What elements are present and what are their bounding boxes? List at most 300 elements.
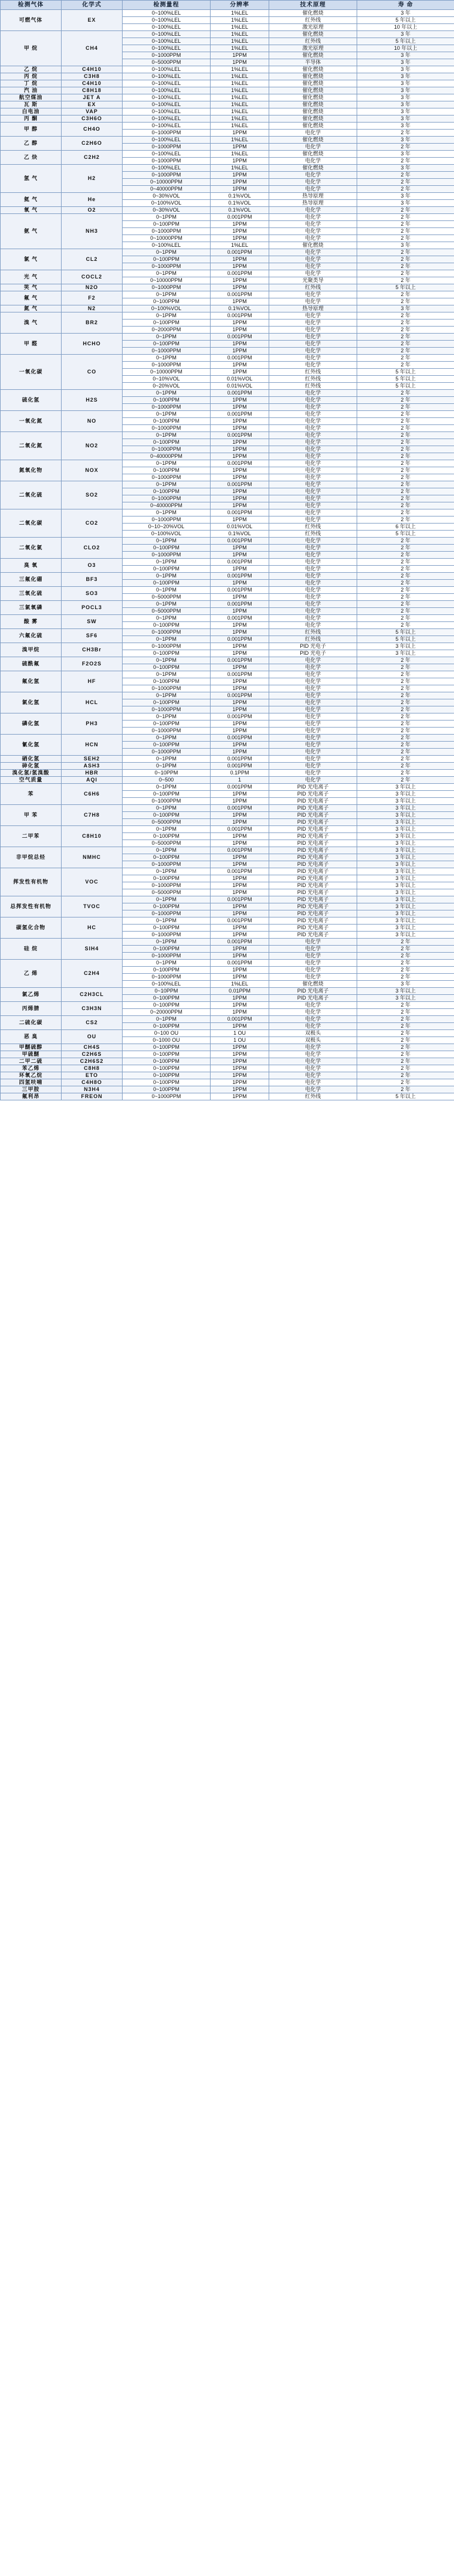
technology: 电化学 — [269, 601, 357, 608]
gas-formula: N2 — [62, 305, 123, 312]
gas-name: 氢 气 — [1, 165, 62, 193]
detection-range: 0~1PPM — [123, 896, 211, 903]
detection-range: 0~1000PPM — [123, 932, 211, 939]
gas-formula: O2 — [62, 207, 123, 214]
table-row — [1, 80, 454, 87]
service-life: 2 年 — [357, 270, 454, 277]
service-life: 2 年 — [357, 312, 454, 320]
detection-range: 0~100%LEL — [123, 981, 211, 988]
service-life: 2 年 — [357, 657, 454, 664]
resolution: 1PPM — [211, 798, 269, 805]
technology: 红外线 — [269, 376, 357, 383]
table-row — [1, 165, 454, 172]
service-life: 3 年 — [357, 137, 454, 144]
gas-formula: AQI — [62, 777, 123, 784]
gas-formula: HF — [62, 671, 123, 692]
technology: 红外线 — [269, 636, 357, 643]
technology: PID 光电离子 — [269, 861, 357, 868]
gas-formula: C8H18 — [62, 87, 123, 94]
gas-name: 甲醚硫醇 — [1, 1044, 62, 1051]
gas-name: 恶 臭 — [1, 1030, 62, 1044]
service-life: 3 年以上 — [357, 833, 454, 840]
service-life: 2 年 — [357, 214, 454, 221]
resolution: 1PPM — [211, 256, 269, 263]
gas-name: 氯 气 — [1, 249, 62, 270]
detection-range: 0~10000PPM — [123, 277, 211, 284]
technology: 催化燃烧 — [269, 242, 357, 249]
detection-range: 0~100PPM — [123, 903, 211, 910]
service-life: 2 年 — [357, 552, 454, 559]
gas-name: 乙 烯 — [1, 960, 62, 988]
service-life: 3 年以上 — [357, 791, 454, 798]
detection-range: 0~1000PPM — [123, 516, 211, 524]
detection-range: 0~100PPM — [123, 664, 211, 671]
service-life: 2 年 — [357, 566, 454, 573]
service-life: 2 年 — [357, 721, 454, 728]
technology: 电化学 — [269, 960, 357, 967]
resolution: 1PPM — [211, 925, 269, 932]
resolution: 0.001PPM — [211, 1016, 269, 1023]
service-life: 5 年以上 — [357, 383, 454, 390]
resolution: 1PPM — [211, 1044, 269, 1051]
technology: 电化学 — [269, 1065, 357, 1072]
technology: 电化学 — [269, 320, 357, 327]
detection-range: 0~100PPM — [123, 622, 211, 629]
gas-name: 硫化氢 — [1, 390, 62, 411]
detection-range: 0~100PPM — [123, 812, 211, 819]
service-life: 2 年 — [357, 249, 454, 256]
service-life: 2 年 — [357, 439, 454, 446]
service-life: 3 年以上 — [357, 889, 454, 896]
technology: 催化燃烧 — [269, 101, 357, 108]
technology: 电化学 — [269, 974, 357, 981]
table-row — [1, 960, 454, 967]
service-life: 2 年 — [357, 418, 454, 425]
resolution: 1PPM — [211, 903, 269, 910]
technology: 电化学 — [269, 587, 357, 594]
resolution: 1%LEL — [211, 123, 269, 130]
gas-formula: SF6 — [62, 629, 123, 643]
detection-range: 0~100PPM — [123, 678, 211, 685]
resolution: 0.001PPM — [211, 509, 269, 516]
resolution: 0.001PPM — [211, 411, 269, 418]
table-row — [1, 777, 454, 784]
table-row — [1, 123, 454, 130]
technology: 电化学 — [269, 742, 357, 749]
gas-name: 非甲烷总烃 — [1, 847, 62, 868]
service-life: 3 年以上 — [357, 868, 454, 875]
detection-range: 0~100PPM — [123, 1002, 211, 1009]
resolution: 0.001PPM — [211, 671, 269, 678]
service-life: 2 年 — [357, 699, 454, 706]
gas-name: 甲硫醚 — [1, 1051, 62, 1058]
resolution: 1 — [211, 777, 269, 784]
table-row — [1, 1086, 454, 1093]
table-row — [1, 1002, 454, 1009]
service-life: 2 年 — [357, 186, 454, 193]
detection-range: 0~100%LEL — [123, 108, 211, 115]
technology: 电化学 — [269, 1002, 357, 1009]
resolution: 1PPM — [211, 833, 269, 840]
detection-range: 0~10%VOL — [123, 376, 211, 383]
table-row — [1, 31, 454, 38]
resolution: 0.001PPM — [211, 291, 269, 298]
service-life: 2 年 — [357, 601, 454, 608]
gas-formula: HBR — [62, 770, 123, 777]
gas-formula: O3 — [62, 559, 123, 573]
detection-range: 0~100PPM — [123, 1065, 211, 1072]
gas-name: 砷化氢 — [1, 763, 62, 770]
detection-range: 0~1000PPM — [123, 404, 211, 411]
detection-range: 0~1PPM — [123, 573, 211, 580]
service-life: 3 年以上 — [357, 826, 454, 833]
service-life: 2 年 — [357, 692, 454, 699]
gas-name: 二氧化氯 — [1, 538, 62, 559]
detection-range: 0~100%VOL — [123, 200, 211, 207]
technology: 电化学 — [269, 573, 357, 580]
detection-range: 0~5000PPM — [123, 819, 211, 826]
service-life: 3 年 — [357, 52, 454, 59]
resolution: 1PPM — [211, 439, 269, 446]
service-life: 2 年 — [357, 488, 454, 495]
gas-name: 二氧化硫 — [1, 481, 62, 509]
service-life: 3 年 — [357, 94, 454, 101]
table-row — [1, 460, 454, 467]
resolution: 0.001PPM — [211, 826, 269, 833]
service-life: 2 年 — [357, 1051, 454, 1058]
table-row — [1, 355, 454, 362]
service-life: 2 年 — [357, 362, 454, 369]
resolution: 1PPM — [211, 742, 269, 749]
resolution: 1%LEL — [211, 101, 269, 108]
gas-formula: ETO — [62, 1072, 123, 1079]
service-life: 3 年以上 — [357, 903, 454, 910]
technology: PID 光电离子 — [269, 903, 357, 910]
service-life: 2 年 — [357, 495, 454, 502]
resolution: 1%LEL — [211, 10, 269, 17]
detection-range: 0~1000PPM — [123, 284, 211, 291]
detection-range: 0~100PPM — [123, 1023, 211, 1030]
technology: 电化学 — [269, 713, 357, 721]
technology: 热导原理 — [269, 200, 357, 207]
service-life: 2 年 — [357, 728, 454, 735]
service-life: 2 年 — [357, 1079, 454, 1086]
technology: 电化学 — [269, 186, 357, 193]
resolution: 1PPM — [211, 186, 269, 193]
table-row — [1, 249, 454, 256]
detection-range: 0~30%VOL — [123, 193, 211, 200]
technology: 电化学 — [269, 334, 357, 341]
service-life: 2 年 — [357, 291, 454, 298]
service-life: 3 年以上 — [357, 812, 454, 819]
table-row — [1, 214, 454, 221]
gas-name: 甲 醛 — [1, 334, 62, 355]
resolution: 1%LEL — [211, 17, 269, 24]
table-row — [1, 481, 454, 488]
service-life: 3 年以上 — [357, 643, 454, 650]
detection-range: 0~10PPM — [123, 988, 211, 995]
service-life: 3 年 — [357, 66, 454, 73]
detection-range: 0~1000PPM — [123, 172, 211, 179]
detection-range: 0~1PPM — [123, 390, 211, 397]
detection-range: 0~1PPM — [123, 509, 211, 516]
detection-range: 0~1PPM — [123, 587, 211, 594]
detection-range: 0~100%LEL — [123, 38, 211, 45]
table-row — [1, 1079, 454, 1086]
detection-range: 0~100%LEL — [123, 115, 211, 123]
gas-formula: CH3Br — [62, 643, 123, 657]
resolution: 1PPM — [211, 545, 269, 552]
technology: 电化学 — [269, 481, 357, 488]
detection-range: 0~1PPM — [123, 756, 211, 763]
detection-range: 0~1000PPM — [123, 749, 211, 756]
resolution: 1%LEL — [211, 108, 269, 115]
detection-range: 0~1000PPM — [123, 425, 211, 432]
detection-range: 0~40000PPM — [123, 453, 211, 460]
technology: 电化学 — [269, 207, 357, 214]
gas-name: 氨 气 — [1, 214, 62, 249]
resolution: 0.001PPM — [211, 573, 269, 580]
detection-range: 0~1000PPM — [123, 798, 211, 805]
resolution: 1PPM — [211, 474, 269, 481]
gas-formula: C2H6O — [62, 137, 123, 151]
detection-range: 0~1PPM — [123, 713, 211, 721]
service-life: 3 年以上 — [357, 784, 454, 791]
technology: 电化学 — [269, 158, 357, 165]
technology: 电化学 — [269, 1044, 357, 1051]
service-life: 3 年以上 — [357, 932, 454, 939]
service-life: 2 年 — [357, 144, 454, 151]
service-life: 2 年 — [357, 404, 454, 411]
detection-range: 0~100PPM — [123, 946, 211, 953]
gas-name: 汽 油 — [1, 87, 62, 94]
technology: 催化燃烧 — [269, 137, 357, 144]
service-life: 3 年 — [357, 242, 454, 249]
technology: 电化学 — [269, 1079, 357, 1086]
table-row — [1, 207, 454, 214]
resolution: 0.001PPM — [211, 538, 269, 545]
resolution: 1%LEL — [211, 31, 269, 38]
gas-formula: C2H3CL — [62, 988, 123, 1002]
technology: 红外线 — [269, 369, 357, 376]
gas-name: 二甲苯 — [1, 826, 62, 847]
gas-formula: HCHO — [62, 334, 123, 355]
detection-range: 0~100%LEL — [123, 101, 211, 108]
table-row — [1, 756, 454, 763]
service-life: 2 年 — [357, 516, 454, 524]
technology: 电化学 — [269, 341, 357, 348]
service-life: 2 年 — [357, 1009, 454, 1016]
technology: 电化学 — [269, 509, 357, 516]
technology: PID 光电离子 — [269, 826, 357, 833]
gas-name: 乙 醇 — [1, 137, 62, 151]
gas-name: 苯乙烯 — [1, 1065, 62, 1072]
service-life: 2 年 — [357, 130, 454, 137]
service-life: 3 年以上 — [357, 995, 454, 1002]
technology: 电化学 — [269, 411, 357, 418]
detection-range: 0~100%LEL — [123, 151, 211, 158]
resolution: 1PPM — [211, 425, 269, 432]
resolution: 0.1%VOL — [211, 200, 269, 207]
detection-range: 0~100PPM — [123, 967, 211, 974]
gas-name: 硒化氢 — [1, 756, 62, 763]
detection-range: 0~100PPM — [123, 580, 211, 587]
technology: 催化燃烧 — [269, 115, 357, 123]
resolution: 1%LEL — [211, 87, 269, 94]
service-life: 3 年 — [357, 10, 454, 17]
detection-range: 0~100PPM — [123, 566, 211, 573]
table-row — [1, 193, 454, 200]
table-row — [1, 66, 454, 73]
gas-formula: VOC — [62, 868, 123, 896]
resolution: 1%LEL — [211, 137, 269, 144]
resolution: 1PPM — [211, 566, 269, 573]
gas-name: 丙烯腈 — [1, 1002, 62, 1016]
service-life: 2 年 — [357, 756, 454, 763]
technology: 电化学 — [269, 172, 357, 179]
detection-range: 0~10000PPM — [123, 369, 211, 376]
service-life: 2 年 — [357, 460, 454, 467]
gas-name: 六氟化硫 — [1, 629, 62, 643]
service-life: 10 年以上 — [357, 45, 454, 52]
technology: 电化学 — [269, 664, 357, 671]
detection-range: 0~1000PPM — [123, 52, 211, 59]
gas-name: 二甲二硫 — [1, 1058, 62, 1065]
table-row — [1, 312, 454, 320]
service-life: 10 年以上 — [357, 24, 454, 31]
table-row — [1, 390, 454, 397]
service-life: 2 年 — [357, 432, 454, 439]
detection-range: 0~1PPM — [123, 615, 211, 622]
service-life: 2 年 — [357, 327, 454, 334]
col-header-technology: 技术原理 — [269, 1, 357, 10]
resolution: 1PPM — [211, 158, 269, 165]
table-row — [1, 601, 454, 608]
technology: 电化学 — [269, 692, 357, 699]
table-row — [1, 1065, 454, 1072]
gas-name: 丁 烷 — [1, 80, 62, 87]
resolution: 1PPM — [211, 1009, 269, 1016]
technology: PID 光电离子 — [269, 784, 357, 791]
technology: PID 光电离子 — [269, 882, 357, 889]
resolution: 0.1%VOL — [211, 193, 269, 200]
resolution: 1PPM — [211, 882, 269, 889]
service-life: 2 年 — [357, 777, 454, 784]
table-row — [1, 917, 454, 925]
detection-range: 0~1PPM — [123, 692, 211, 699]
technology: 电化学 — [269, 559, 357, 566]
detection-range: 0~1000PPM — [123, 629, 211, 636]
gas-formula: OU — [62, 1030, 123, 1044]
detection-range: 0~100%LEL — [123, 165, 211, 172]
service-life: 2 年 — [357, 411, 454, 418]
table-row — [1, 1044, 454, 1051]
detection-range: 0~100PPM — [123, 221, 211, 228]
resolution: 0.001PPM — [211, 587, 269, 594]
service-life: 2 年 — [357, 256, 454, 263]
resolution: 1PPM — [211, 235, 269, 242]
service-life: 2 年 — [357, 742, 454, 749]
technology: 电化学 — [269, 291, 357, 298]
gas-name: 丙 烷 — [1, 73, 62, 80]
detection-range: 0~1PPM — [123, 939, 211, 946]
service-life: 2 年 — [357, 713, 454, 721]
service-life: 2 年 — [357, 580, 454, 587]
detection-range: 0~10~20%VOL — [123, 524, 211, 531]
detection-range: 0~1000PPM — [123, 228, 211, 235]
detection-range: 0~100PPM — [123, 1044, 211, 1051]
detection-range: 0~500 — [123, 777, 211, 784]
resolution: 1%LEL — [211, 24, 269, 31]
detection-range: 0~100PPM — [123, 833, 211, 840]
technology: 催化燃烧 — [269, 94, 357, 101]
technology: PID 光电离子 — [269, 819, 357, 826]
detection-range: 0~100%LEL — [123, 66, 211, 73]
technology: 电化学 — [269, 235, 357, 242]
detection-range: 0~100PPM — [123, 854, 211, 861]
gas-formula: HCL — [62, 692, 123, 713]
detection-range: 0~100PPM — [123, 925, 211, 932]
col-header-range: 检测量程 — [123, 1, 211, 10]
service-life: 3 年以上 — [357, 798, 454, 805]
technology: 催化燃烧 — [269, 165, 357, 172]
detection-range: 0~1PPM — [123, 355, 211, 362]
service-life: 2 年 — [357, 946, 454, 953]
technology: 电化学 — [269, 214, 357, 221]
table-row — [1, 896, 454, 903]
gas-name: 挥发性有机物 — [1, 868, 62, 896]
technology: 电化学 — [269, 1072, 357, 1079]
resolution: 1PPM — [211, 263, 269, 270]
detection-range: 0~40000PPM — [123, 186, 211, 193]
detection-range: 0~100%LEL — [123, 80, 211, 87]
resolution: 1PPM — [211, 341, 269, 348]
gas-name: 氮 气 — [1, 305, 62, 312]
resolution: 1PPM — [211, 404, 269, 411]
service-life: 2 年 — [357, 334, 454, 341]
technology: 电化学 — [269, 946, 357, 953]
detection-range: 0~1000PPM — [123, 861, 211, 868]
resolution: 1PPM — [211, 552, 269, 559]
technology: 电化学 — [269, 967, 357, 974]
resolution: 1PPM — [211, 974, 269, 981]
resolution: 0.001PPM — [211, 805, 269, 812]
gas-formula: NO — [62, 411, 123, 432]
service-life: 2 年 — [357, 481, 454, 488]
service-life: 2 年 — [357, 573, 454, 580]
service-life: 2 年 — [357, 502, 454, 509]
gas-name: 磷化氢 — [1, 713, 62, 735]
detection-range: 0~5000PPM — [123, 608, 211, 615]
technology: 电化学 — [269, 671, 357, 678]
table-row — [1, 411, 454, 418]
table-row — [1, 763, 454, 770]
technology: 电化学 — [269, 432, 357, 439]
resolution: 1%LEL — [211, 94, 269, 101]
technology: 催化燃烧 — [269, 108, 357, 115]
resolution: 1PPM — [211, 699, 269, 706]
service-life: 2 年 — [357, 320, 454, 327]
technology: 电化学 — [269, 763, 357, 770]
resolution: 1%LEL — [211, 73, 269, 80]
service-life: 2 年 — [357, 1072, 454, 1079]
detection-range: 0~100PPM — [123, 1058, 211, 1065]
technology: PID 光电子 — [269, 650, 357, 657]
technology: PID 光电离子 — [269, 875, 357, 882]
table-row — [1, 868, 454, 875]
table-row — [1, 137, 454, 144]
technology: 红外线 — [269, 38, 357, 45]
